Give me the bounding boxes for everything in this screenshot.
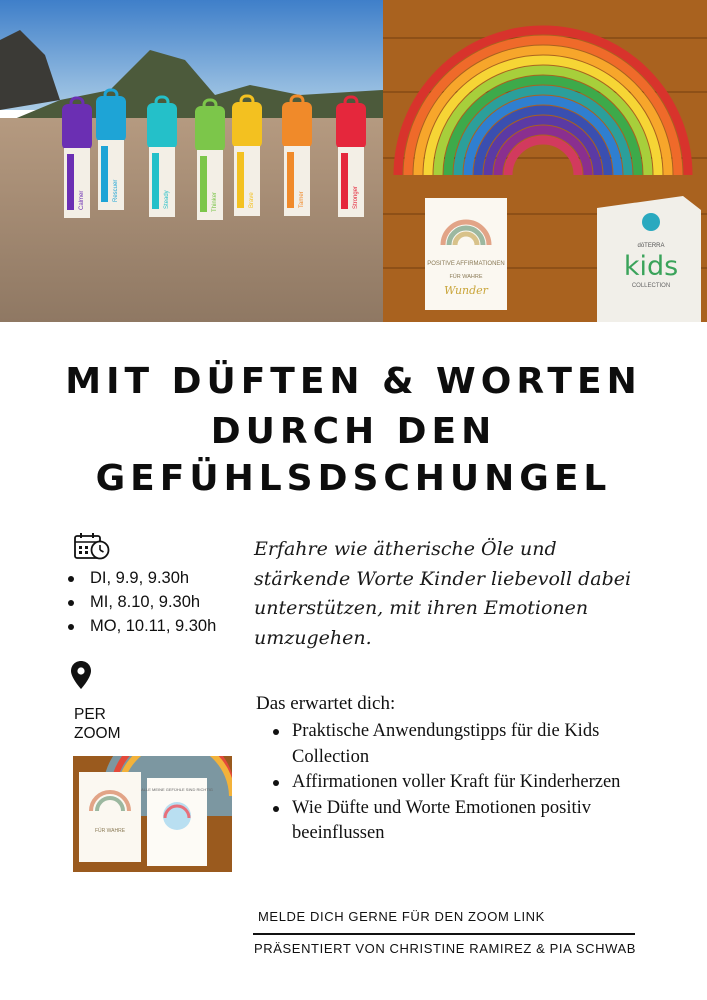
bottle-label: Rescuer: [113, 179, 119, 202]
intro-text: Erfahre wie ätherische Öle und stärkende Worte Kinder liebevoll dabei unterstützen, mit ihren Emotionen umzugehen.: [254, 538, 632, 649]
dates-list: [64, 566, 216, 638]
rainbow-kids-image: [383, 0, 707, 322]
thumb-card1-text: FÜR WAHRE: [94, 828, 126, 834]
roller-bottles-image: [0, 0, 383, 322]
location-line-2: ZOOM: [74, 725, 121, 742]
roller-bottle: [195, 100, 225, 220]
location-text: [74, 705, 174, 743]
photo-rainbow-kids: [383, 0, 707, 322]
thumbnail-photo-cards: [73, 756, 232, 872]
thumb-card-1: [79, 772, 141, 862]
date-item: MI, 8.10, 9.30h: [64, 590, 216, 614]
divider: [253, 933, 635, 935]
card-script-text: Wunder: [444, 284, 488, 297]
date-item: DI, 9.9, 9.30h: [64, 566, 216, 590]
kids-box-title: kids: [623, 251, 679, 282]
expect-item: Wie Düfte und Worte Emotionen positiv beeinflussen: [270, 796, 640, 847]
kids-box-sub: COLLECTION: [631, 283, 671, 289]
title-line-1: MIT DÜFTEN & WORTEN: [65, 361, 642, 402]
expect-list: [270, 719, 640, 847]
bottle-label: Brave: [249, 192, 255, 208]
title-line-2: DURCH DEN: [210, 411, 497, 452]
roller-bottle: [147, 97, 177, 217]
expect-heading: Das erwartet dich:: [256, 693, 396, 714]
register-text: MELDE DICH GERNE FÜR DEN ZOOM LINK: [258, 909, 545, 924]
title-line-3: GEFÜHLSDSCHUNGEL: [95, 458, 612, 499]
date-item: MO, 10.11, 9.30h: [64, 614, 216, 638]
bottle-label: Thinker: [212, 191, 218, 212]
roller-bottle: [62, 98, 92, 218]
card-top-text: POSITIVE AFFIRMATIONEN: [427, 261, 505, 267]
bottle-label: Steady: [164, 190, 170, 209]
location-pin-icon: [70, 660, 92, 690]
roller-bottle: [232, 96, 262, 216]
roller-bottle: [96, 90, 126, 210]
bottle-label: Stronger: [353, 185, 359, 209]
roller-bottle: [282, 96, 312, 216]
bottle-label: Tamer: [299, 191, 305, 208]
location-line-1: PER: [74, 706, 106, 723]
thumb-card2-text: ALLE MEINE GEFÜHLE SIND RICHTIG: [141, 787, 213, 792]
expect-item: Praktische Anwendungstipps für die Kids Collection: [270, 719, 640, 770]
kids-box-brand: dōTERRA: [637, 243, 665, 249]
photo-roller-bottles: [0, 0, 383, 322]
calendar-clock-icon: [74, 532, 110, 560]
expect-item: Affirmationen voller Kraft für Kinderherzen: [270, 770, 640, 796]
bottle-label: Calmer: [79, 190, 85, 210]
presented-by-text: PRÄSENTIERT VON CHRISTINE RAMIREZ & PIA SCHWAB: [254, 941, 637, 956]
roller-bottle: [336, 97, 366, 217]
card-mid-text: FÜR WAHRE: [449, 274, 483, 280]
